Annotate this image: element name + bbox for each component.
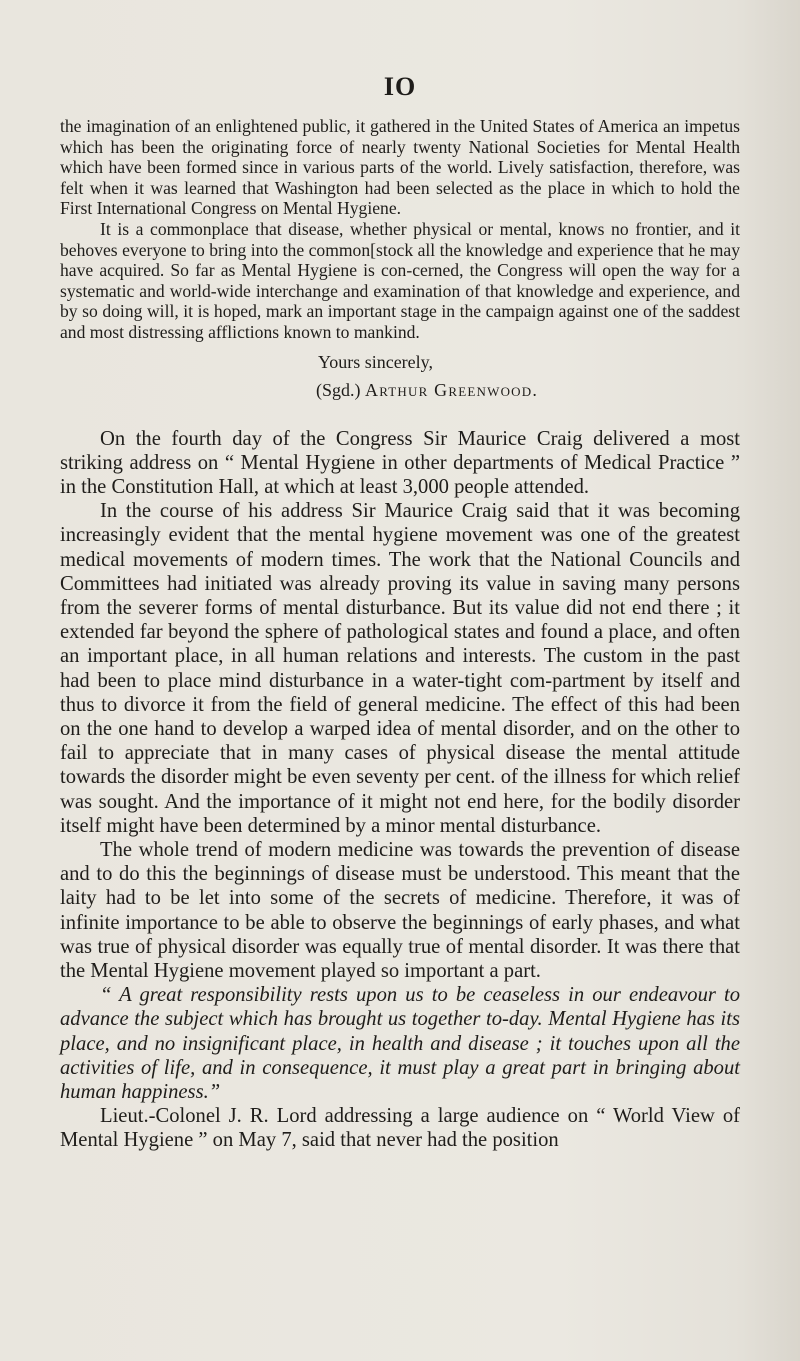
craig-quote: “ A great responsibility rests upon us to be ceaseless in our endeavour to advance the subject which has brought us together to-day. Mental Hygiene has its place, and no insignificant place, in health and disease ; it touches upon all the activities of life, and in consequence, it must play a great part in bringing about human happiness.”: [60, 984, 740, 1104]
letter-excerpt: [60, 116, 740, 401]
letter-closing: Yours sincerely,: [318, 351, 433, 372]
page-number: IO: [383, 72, 417, 101]
signature-name: Arthur Greenwood.: [365, 379, 539, 400]
page-body: [60, 116, 740, 1153]
report-paragraph-2: In the course of his address Sir Maurice Craig said that it was becoming increasingly evident that the mental hygiene movement was one of the greatest medical movements of modern times. The work that the National Councils and Committees had initiated was already proving its value in saving many persons from the severer forms of mental disturbance. But its value did not end there ; it extended far beyond the sphere of pathological states and found a place, and often an important place, in all human relations and interests. The custom in the past had been to place mind disturbance in a water-tight com-partment by itself and thus to divorce it from the field of general medicine. The effect of this had been on the one hand to develop a warped idea of mental disorder, and on the other to fail to appreciate that in many cases of physical disease the mental attitude towards the disorder might be even seventy per cent. of the illness for which relief was sought. And the importance of it might not end here, for the bodily disorder itself might have been determined by a minor mental disturbance.: [60, 500, 740, 837]
letter-signature: [60, 379, 740, 401]
signature-prefix: (Sgd.): [316, 379, 361, 400]
report-paragraph-3: The whole trend of modern medicine was towards the prevention of disease and to do this the beginnings of disease must be understood. This meant that the laity had to be let into some of the secrets of medicine. Therefore, it was of infinite importance to be able to observe the beginnings of early phases, and what was true of physical disorder was equally true of mental disorder. It was there that the Mental Hygiene movement played so important a part.: [60, 838, 740, 982]
letter-paragraph-1: the imagination of an enlightened public, it gathered in the United States of America an impetus which has been the originating force of nearly twenty National Societies for Mental Health which have been formed since in various parts of the world. Lively satisfaction, therefore, was felt when it was learned that Washington had been selected as the place in which to hold the First International Congress on Mental Hygiene.: [60, 116, 740, 219]
letter-paragraph-2: It is a commonplace that disease, whether physical or mental, knows no frontier, and it behoves everyone to bring into the common[stock all the knowledge and experience that he may have acquired. So far as Mental Hygiene is con-cerned, the Congress will open the way for a systematic and world-wide interchange and examination of that knowledge and experience, and by so doing will, it is hoped, mark an important stage in the campaign against one of the saddest and most distressing afflictions known to mankind.: [60, 218, 740, 342]
congress-report: [60, 427, 740, 1153]
report-paragraph-final: Lieut.-Colonel J. R. Lord addressing a large audience on “ World View of Mental Hygiene ” on May 7, said that never had the position: [60, 1105, 740, 1152]
report-paragraph-1: On the fourth day of the Congress Sir Maurice Craig delivered a most striking address on “ Mental Hygiene in other departments of Medical Practice ” in the Constitution Hall, at which at least 3,000 people attended.: [60, 427, 740, 498]
